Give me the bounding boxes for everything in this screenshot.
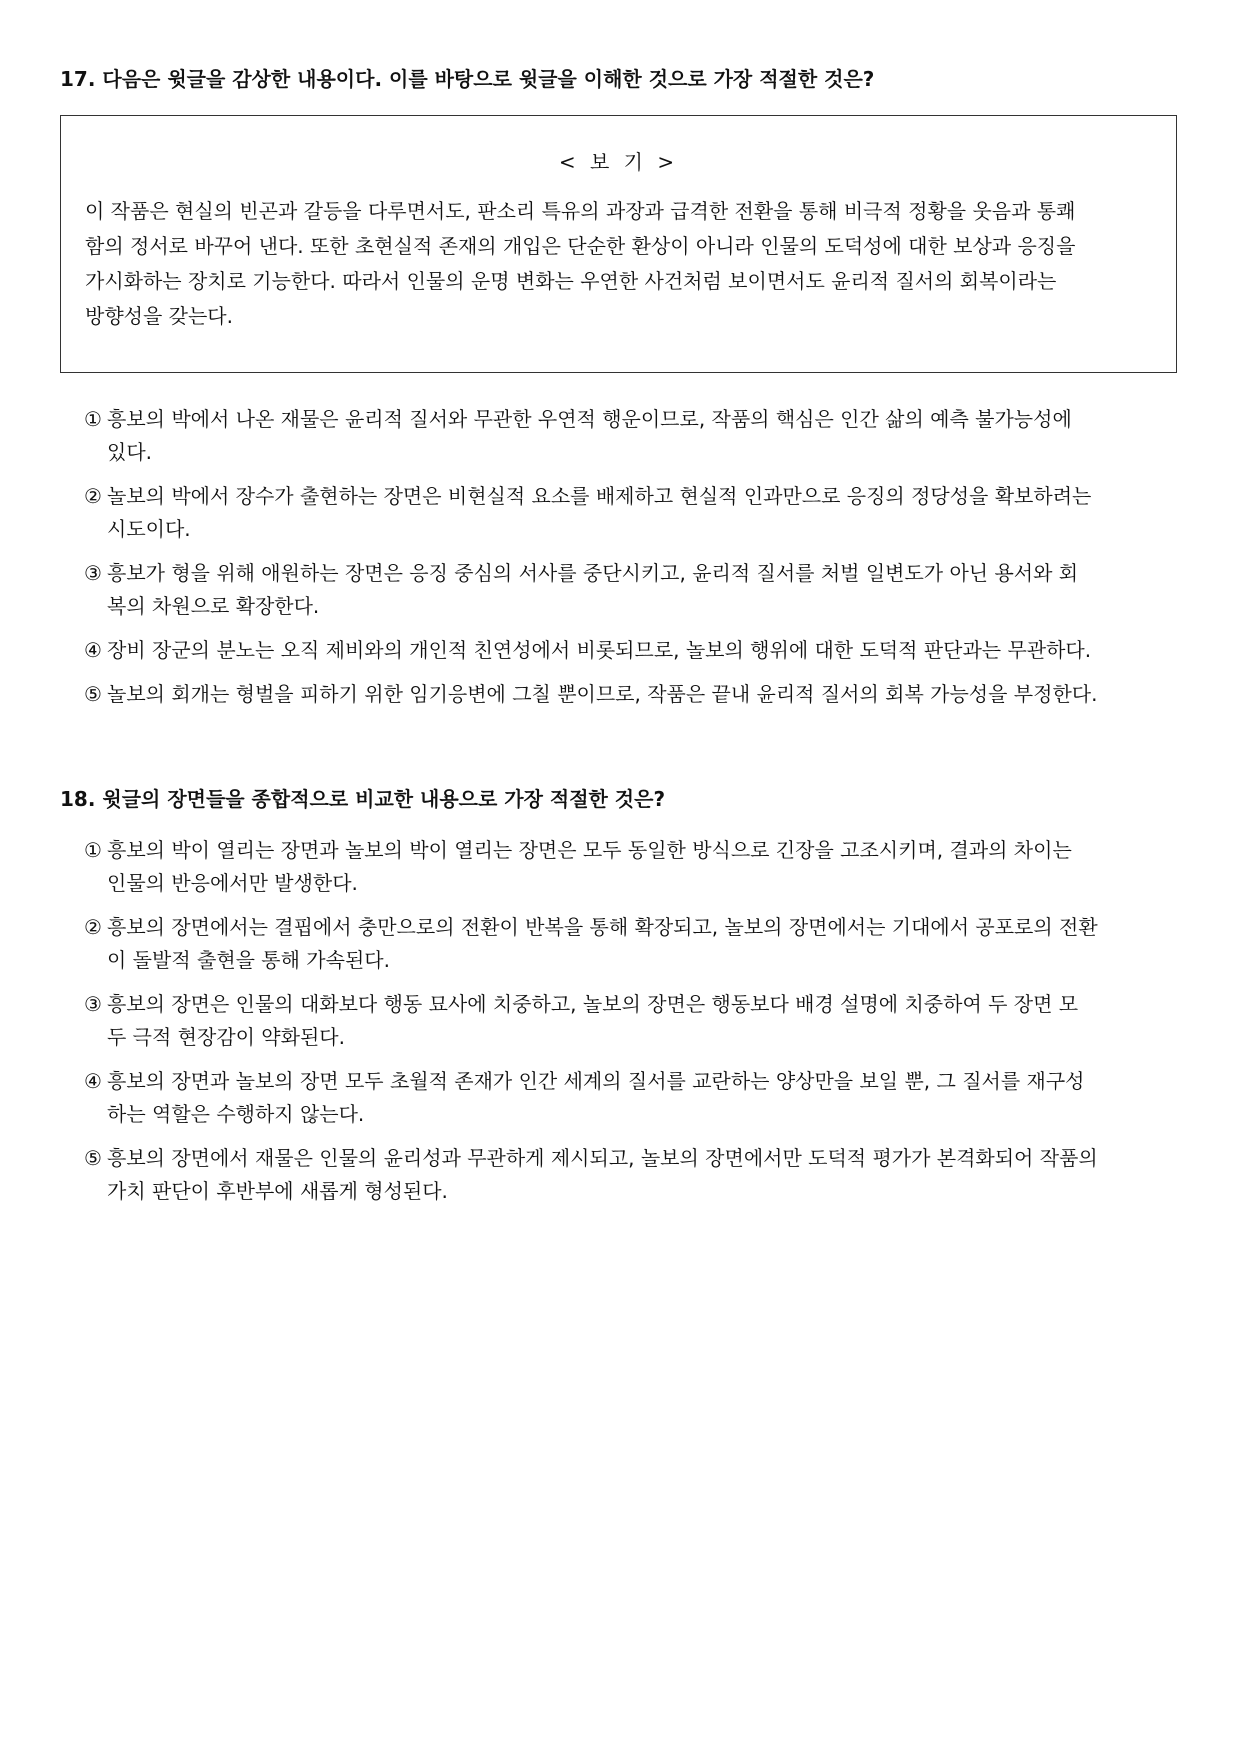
choice-number: ④ xyxy=(84,1069,102,1093)
choice-text: 흥보의 박이 열리는 장면과 놀보의 박이 열리는 장면은 모두 동일한 방식으로 긴장을 고조시키며, 결과의 차이는 xyxy=(107,838,1072,862)
bogi-header: < 보 기 > xyxy=(558,150,679,174)
choice-text-cont: 가치 판단이 후반부에 새롭게 형성된다. xyxy=(107,1179,448,1203)
bogi-passage xyxy=(85,194,1152,334)
question-17-title: 17. 다음은 윗글을 감상한 내용이다. 이를 바탕으로 윗글을 이해한 것으로 가장 적절한 것은? xyxy=(60,67,875,91)
choice-text-cont: 있다. xyxy=(107,440,152,464)
choice-3[interactable] xyxy=(84,988,1184,1065)
question-17-choices xyxy=(84,403,1184,722)
choice-text: 놀보의 회개는 형벌을 피하기 위한 임기응변에 그칠 뿐이므로, 작품은 끝내 윤리적 질서의 회복 가능성을 부정한다. xyxy=(107,682,1098,706)
choice-2[interactable] xyxy=(84,480,1184,557)
choice-number: ③ xyxy=(84,992,102,1016)
choice-text-cont: 인물의 반응에서만 발생한다. xyxy=(107,871,358,895)
choice-number: ② xyxy=(84,484,102,508)
choice-text: 장비 장군의 분노는 오직 제비와의 개인적 친연성에서 비롯되므로, 놀보의 행위에 대한 도덕적 판단과는 무관하다. xyxy=(107,638,1092,662)
choice-text: 놀보의 박에서 장수가 출현하는 장면은 비현실적 요소를 배제하고 현실적 인과만으로 응징의 정당성을 확보하려는 xyxy=(107,484,1092,508)
choice-text: 흥보의 장면에서 재물은 인물의 윤리성과 무관하게 제시되고, 놀보의 장면에서만 도덕적 평가가 본격화되어 작품의 xyxy=(107,1146,1098,1170)
bogi-line: 방향성을 갖는다. xyxy=(85,304,233,328)
choice-number: ① xyxy=(84,838,102,862)
bogi-line: 함의 정서로 바꾸어 낸다. 또한 초현실적 존재의 개입은 단순한 환상이 아니라 인물의 도덕성에 대한 보상과 응징을 xyxy=(85,234,1076,258)
choice-text-cont: 하는 역할은 수행하지 않는다. xyxy=(107,1102,365,1126)
choice-text-cont: 시도이다. xyxy=(107,517,191,541)
choice-number: ⑤ xyxy=(84,682,102,706)
choice-text: 흥보가 형을 위해 애원하는 장면은 응징 중심의 서사를 중단시키고, 윤리적 질서를 처벌 일변도가 아닌 용서와 회 xyxy=(107,561,1079,585)
choice-text: 흥보의 장면에서는 결핍에서 충만으로의 전환이 반복을 통해 확장되고, 놀보의 장면에서는 기대에서 공포로의 전환 xyxy=(107,915,1098,939)
question-18-choices xyxy=(84,834,1184,1219)
choice-text-cont: 이 돌발적 출현을 통해 가속된다. xyxy=(107,948,390,972)
choice-3[interactable] xyxy=(84,557,1184,634)
choice-text-cont: 복의 차원으로 확장한다. xyxy=(107,594,320,618)
bogi-line: 가시화하는 장치로 기능한다. 따라서 인물의 운명 변화는 우연한 사건처럼 보이면서도 윤리적 질서의 회복이라는 xyxy=(85,269,1057,293)
choice-4[interactable] xyxy=(84,1065,1184,1142)
choice-text-cont: 두 극적 현장감이 약화된다. xyxy=(107,1025,345,1049)
choice-text: 흥보의 장면은 인물의 대화보다 행동 묘사에 치중하고, 놀보의 장면은 행동보다 배경 설명에 치중하여 두 장면 모 xyxy=(107,992,1079,1016)
choice-number: ④ xyxy=(84,638,102,662)
choice-text: 흥보의 박에서 나온 재물은 윤리적 질서와 무관한 우연적 행운이므로, 작품의 핵심은 인간 삶의 예측 불가능성에 xyxy=(107,407,1072,431)
bogi-box xyxy=(60,115,1177,373)
choice-1[interactable] xyxy=(84,403,1184,480)
choice-2[interactable] xyxy=(84,911,1184,988)
choice-text: 흥보의 장면과 놀보의 장면 모두 초월적 존재가 인간 세계의 질서를 교란하는 양상만을 보일 뿐, 그 질서를 재구성 xyxy=(107,1069,1085,1093)
choice-number: ③ xyxy=(84,561,102,585)
choice-number: ⑤ xyxy=(84,1146,102,1170)
choice-number: ① xyxy=(84,407,102,431)
bogi-line: 이 작품은 현실의 빈곤과 갈등을 다루면서도, 판소리 특유의 과장과 급격한 전환을 통해 비극적 정황을 웃음과 통쾌 xyxy=(85,199,1076,223)
choice-4[interactable] xyxy=(84,634,1184,678)
choice-5[interactable] xyxy=(84,1142,1184,1219)
choice-5[interactable] xyxy=(84,678,1184,722)
choice-number: ② xyxy=(84,915,102,939)
question-18-title: 18. 윗글의 장면들을 종합적으로 비교한 내용으로 가장 적절한 것은? xyxy=(60,787,666,811)
choice-1[interactable] xyxy=(84,834,1184,911)
